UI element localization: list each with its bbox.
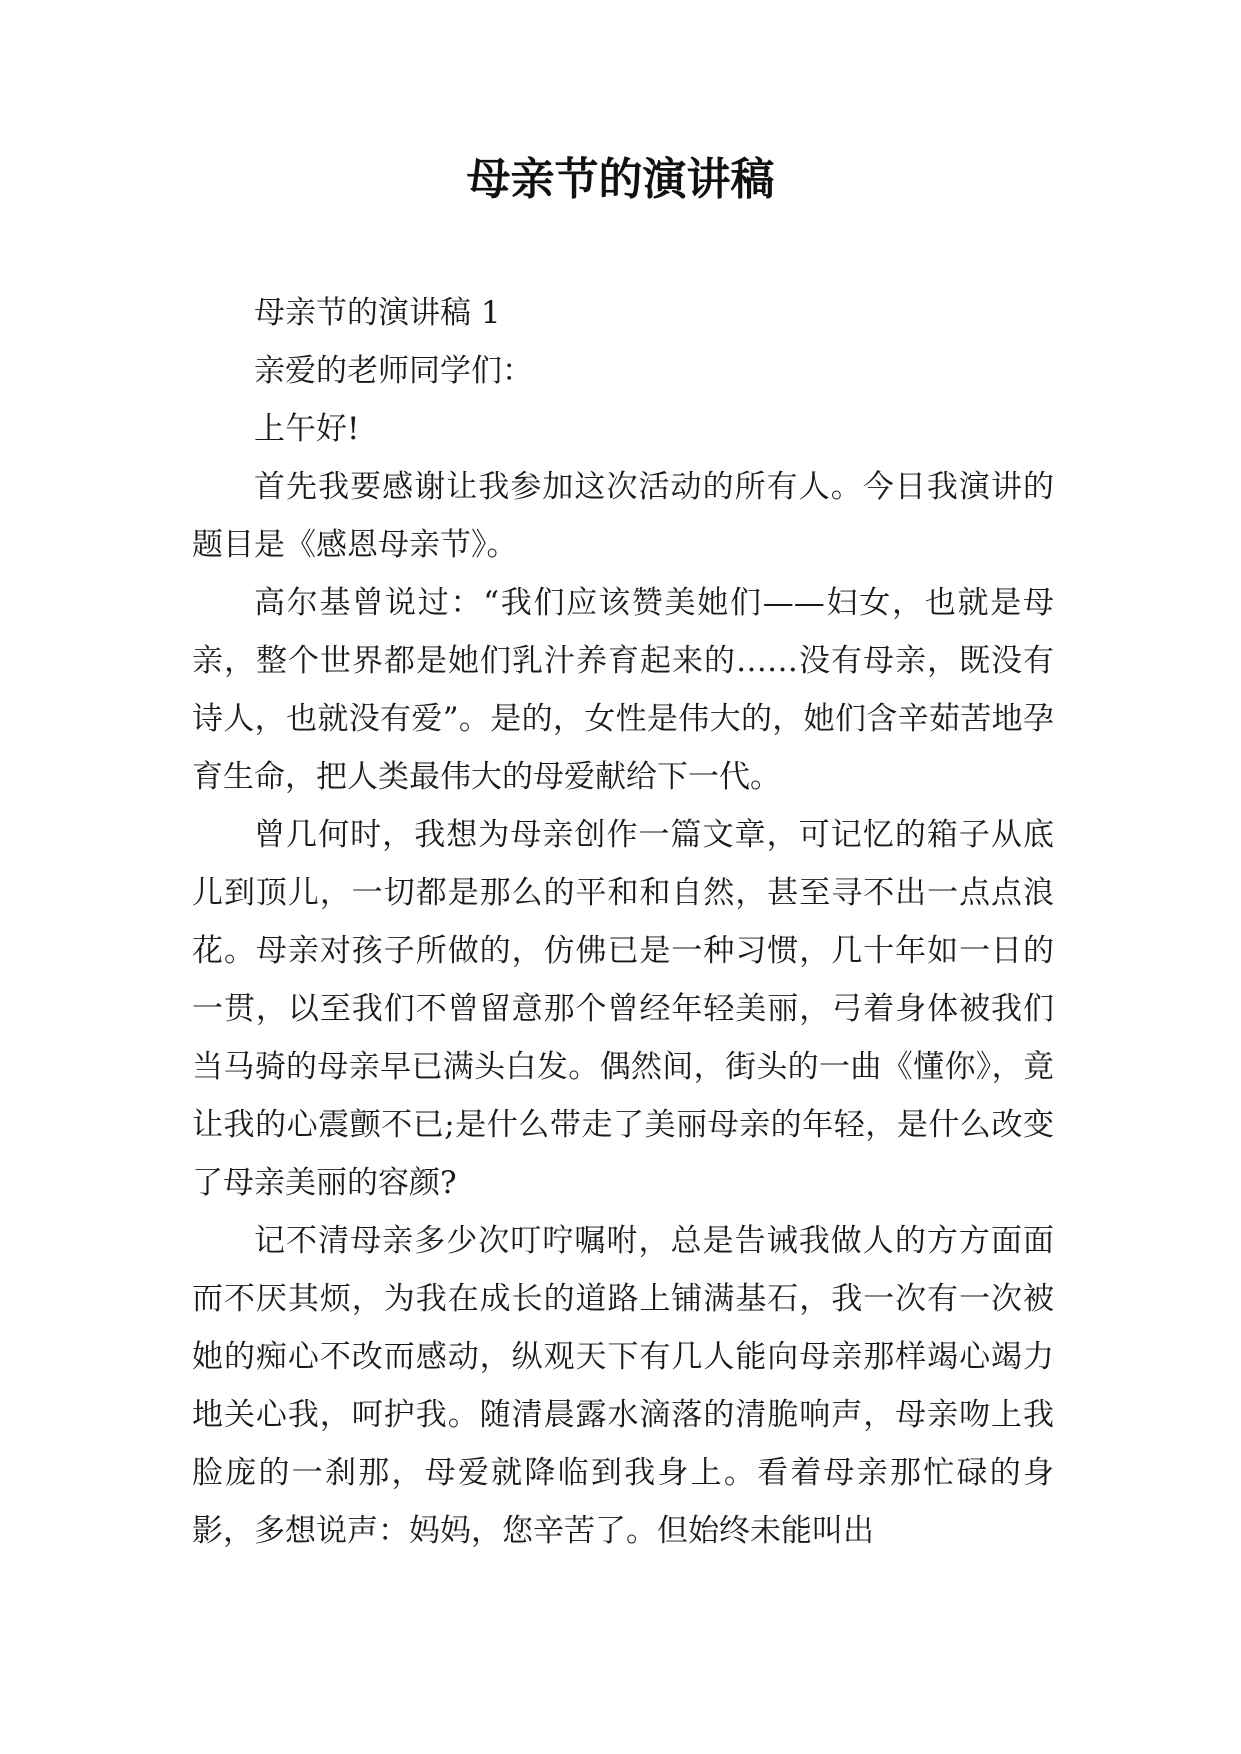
paragraph: 曾几何时，我想为母亲创作一篇文章，可记忆的箱子从底儿到顶儿，一切都是那么的平和和自然，甚至寻不出一点点浪花。母亲对孩子所做的，仿佛已是一种习惯，几十年如一日的一贯，以至我们不曾留意那个曾经年轻美丽，弓着身体被我们当马骑的母亲早已满头白发。偶然间，街头的一曲《懂你》，竟让我的心震颤不已;是什么带走了美丽母亲的年轻，是什么改变了母亲美丽的容颜? [192,817,1054,1201]
paragraph: 记不清母亲多少次叮咛嘱咐，总是告诫我做人的方方面面而不厌其烦，为我在成长的道路上铺满基石，我一次有一次被她的痴心不改而感动，纵观天下有几人能向母亲那样竭心竭力地关心我，呵护我。随清晨露水滴落的清脆响声，母亲吻上我脸庞的一刹那，母爱就降临到我身上。看着母亲那忙碌的身影，多想说声：妈妈，您辛苦了。但始终未能叫出 [192,1223,1054,1549]
paragraph: 高尔基曾说过：“我们应该赞美她们——妇女，也就是母亲，整个世界都是她们乳汁养育起来的……没有母亲，既没有诗人，也就没有爱”。是的，女性是伟大的，她们含辛茹苦地孕育生命，把人类最伟大的母爱献给下一代。 [192,585,1054,795]
paragraph-greeting: 上午好! [254,411,360,447]
paragraph: 首先我要感谢让我参加这次活动的所有人。今日我演讲的题目是《感恩母亲节》。 [192,469,1054,563]
document-body [192,284,1054,1560]
document-title: 母亲节的演讲稿 [466,154,775,205]
paragraph-heading: 母亲节的演讲稿 1 [254,295,501,331]
paragraph-salutation: 亲爱的老师同学们： [254,353,533,389]
